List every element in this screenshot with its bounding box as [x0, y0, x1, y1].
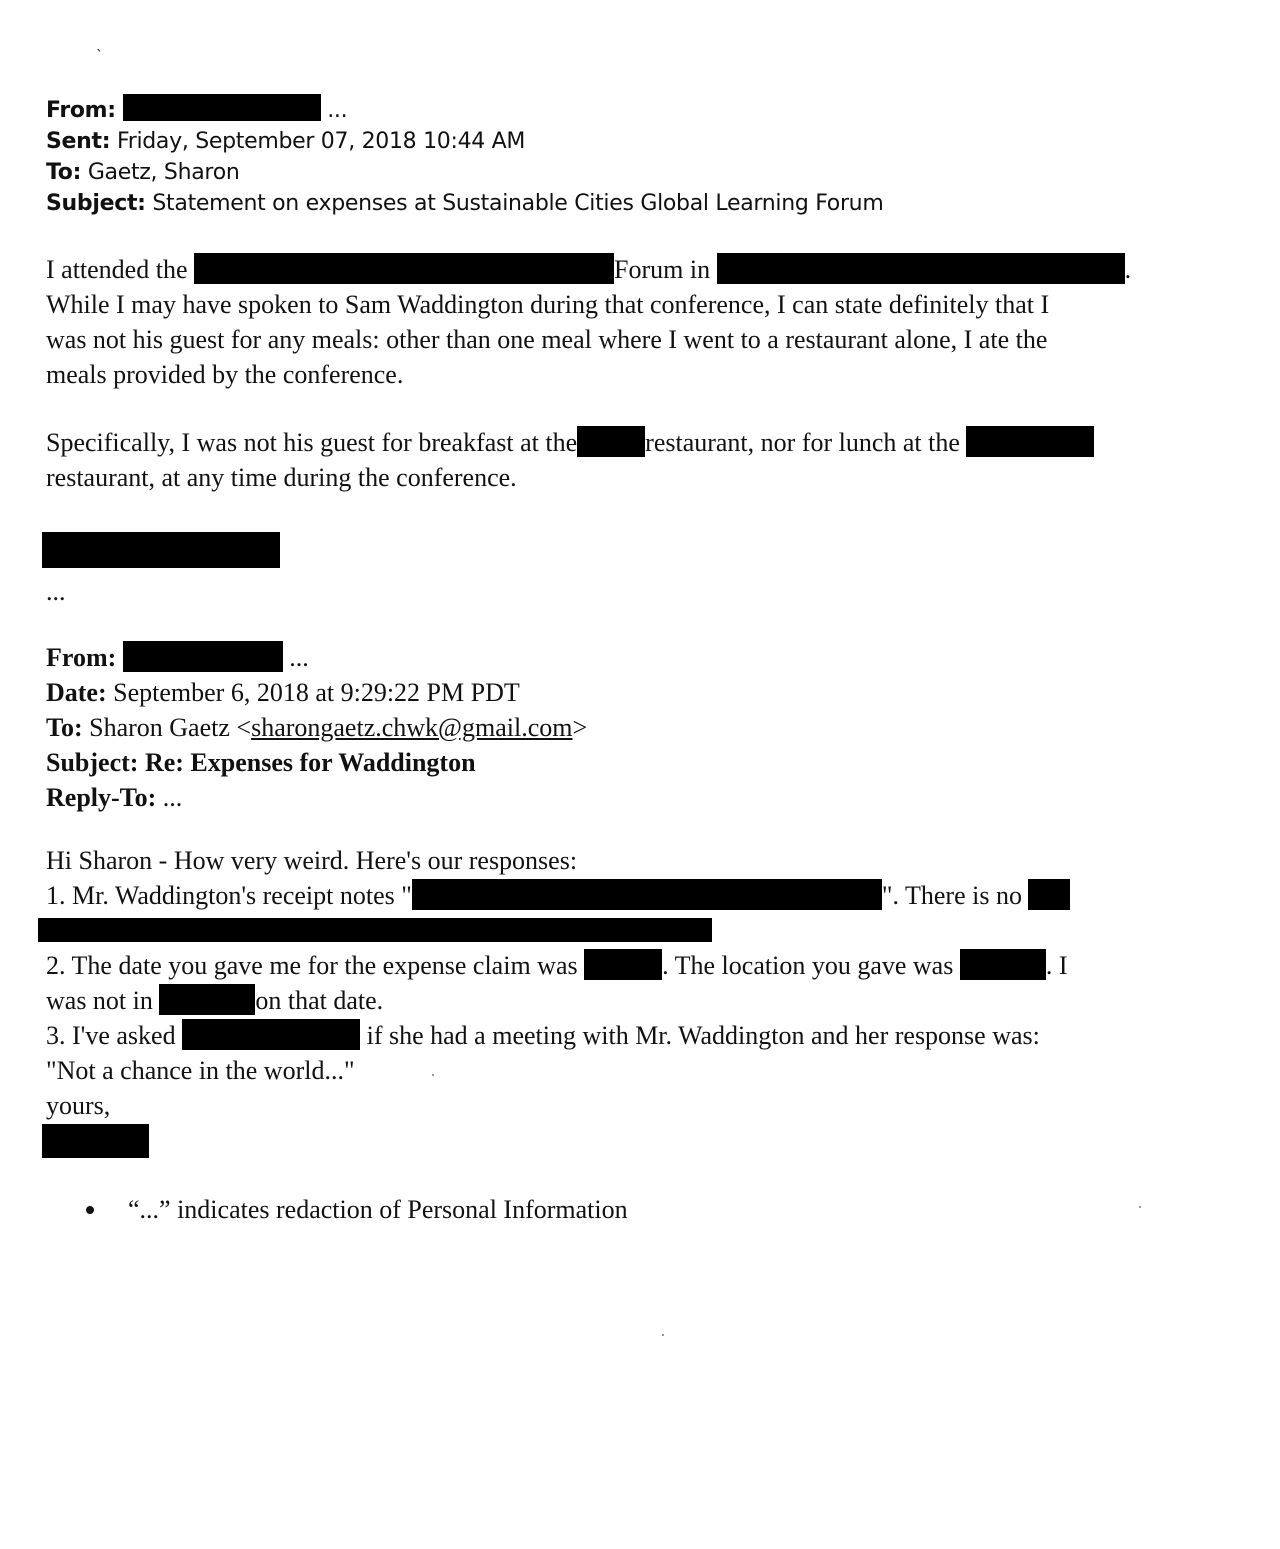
first-email-paragraph-2 [46, 425, 1246, 495]
redaction-block [584, 949, 662, 980]
body-line [46, 425, 1246, 460]
signature-redaction [42, 1124, 149, 1158]
body-line: was not his guest for any meals: other than one meal where I went to a restaurant alone, I ate the [46, 325, 1048, 354]
body-text: restaurant, nor for lunch at the [645, 428, 960, 457]
to-name: Sharon Gaetz < [89, 713, 252, 742]
from-line [46, 94, 1246, 126]
body-text: I attended the [46, 255, 188, 284]
subject-value: Statement on expenses at Sustainable Cities Global Learning Forum [152, 191, 884, 216]
body-text: Forum in [614, 255, 711, 284]
redaction-block [966, 426, 1094, 457]
email-link[interactable]: sharongaetz.chwk@gmail.com [251, 713, 573, 742]
second-email-items [46, 948, 1246, 1123]
redaction-block [194, 253, 614, 284]
footnote-text: “...” indicates redaction of Personal Information [128, 1195, 628, 1224]
body-text: . I [1045, 951, 1068, 980]
from-suffix: ... [289, 643, 309, 672]
to-label: To: [46, 713, 83, 742]
footnote [86, 1192, 628, 1227]
item-2-line-2 [46, 983, 1246, 1018]
second-email-body [46, 843, 1246, 913]
subject-line [46, 188, 1246, 219]
subject-label: Subject: [46, 748, 139, 777]
redaction-block [182, 1019, 360, 1050]
greeting-line: Hi Sharon - How very weird. Here's our responses: [46, 846, 578, 875]
body-line: While I may have spoken to Sam Waddington during that conference, I can state definitely that I [46, 290, 1050, 319]
to-value: Gaetz, Sharon [87, 160, 240, 185]
signature-redaction [42, 532, 280, 568]
sent-line [46, 126, 1246, 157]
second-email-header [46, 640, 1246, 815]
replyto-label: Reply-To: [46, 783, 157, 812]
body-text: was not in [46, 986, 153, 1015]
from-label: From: [46, 98, 116, 123]
closing-line: yours, [46, 1091, 111, 1120]
body-text: 2. The date you gave me for the expense claim was [46, 951, 578, 980]
sent-label: Sent: [46, 129, 111, 154]
scan-speck [662, 1334, 664, 1336]
redaction-block [1028, 879, 1070, 910]
redaction-block [123, 641, 283, 672]
redaction-block [412, 879, 882, 910]
item-1-line [46, 878, 1246, 913]
body-text: 1. Mr. Waddington's receipt notes " [46, 881, 412, 910]
body-line: restaurant, at any time during the conference. [46, 463, 517, 492]
body-line: meals provided by the conference. [46, 360, 404, 389]
scan-speck [1139, 1206, 1141, 1208]
first-email-paragraph-1 [46, 252, 1246, 392]
date-label: Date: [46, 678, 107, 707]
body-text: if she had a meeting with Mr. Waddington and her response was: [366, 1021, 1040, 1050]
to-line [46, 710, 1246, 745]
bullet-icon [86, 1206, 94, 1214]
redaction-block [960, 949, 1046, 980]
subject-line [46, 745, 1246, 780]
body-text: ". There is no [881, 881, 1022, 910]
signature-suffix: ... [46, 577, 66, 606]
to-line [46, 157, 1246, 188]
subject-value: Re: Expenses for Waddington [144, 748, 476, 777]
date-value: September 6, 2018 at 9:29:22 PM PDT [113, 678, 520, 707]
replyto-value: ... [162, 783, 183, 812]
body-text: . The location you gave was [662, 951, 954, 980]
redaction-block [577, 426, 645, 457]
body-text: . [1124, 255, 1132, 284]
body-line [46, 252, 1246, 287]
redacted-line [38, 918, 712, 942]
replyto-line [46, 780, 1246, 815]
subject-label: Subject: [46, 191, 146, 216]
from-label: From: [46, 643, 117, 672]
to-label: To: [46, 160, 82, 185]
body-text: 3. I've asked [46, 1021, 176, 1050]
date-line [46, 675, 1246, 710]
from-line [46, 640, 1246, 675]
redaction-block [717, 253, 1125, 284]
sent-value: Friday, September 07, 2018 10:44 AM [116, 129, 526, 154]
body-text: on that date. [255, 986, 384, 1015]
item-2-line [46, 948, 1246, 983]
to-close: > [572, 713, 588, 742]
item-3-line-2: "Not a chance in the world..." [46, 1056, 355, 1085]
redaction-block [123, 94, 321, 121]
redaction-block [159, 984, 255, 1015]
from-suffix: ... [327, 98, 348, 123]
item-3-line [46, 1018, 1246, 1053]
first-email-header [46, 94, 1246, 219]
body-text: Specifically, I was not his guest for breakfast at the [46, 428, 578, 457]
scan-speck [432, 1074, 434, 1076]
stray-scan-mark: ˎ [96, 36, 103, 52]
